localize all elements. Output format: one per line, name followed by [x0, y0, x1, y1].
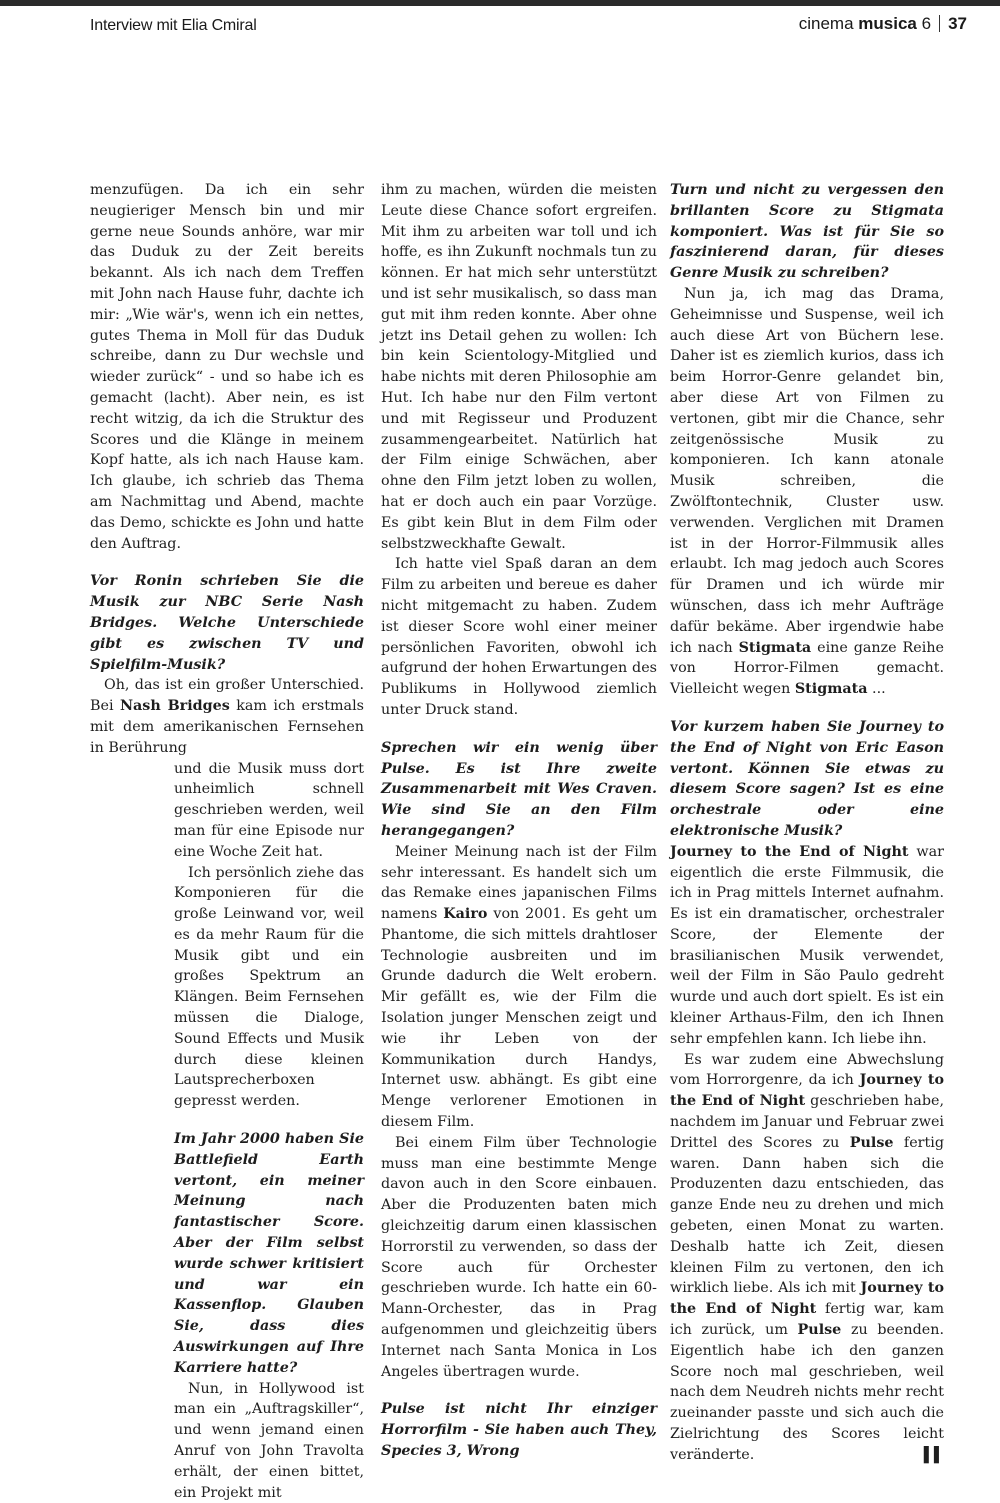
- film-title: Stigmata: [794, 681, 868, 698]
- text-column-2: [381, 180, 657, 1462]
- film-title: Journey to the End of Night: [670, 1280, 944, 1318]
- film-title: Stigmata: [871, 202, 944, 219]
- film-title: Turn: [670, 182, 708, 198]
- answer-paragraph: Journey to the End of Night war eigentlich die erste Filmmusik, die ich in Prag mittels Internet aufnahm. Es ist ein dramatischer, orchestraler Score, der Elemente der brasilianischen Musik verwendet, weil der Film in São Paulo gedreht wurde und auch dort spielt. Es ist ein kleiner Arthaus-Film, den ich Ihnen sehr empfehlen kann. Ich liebe ihn.: [670, 843, 944, 1047]
- answer-paragraph: Es war zudem eine Abwechslung vom Horrorgenre, da ich Journey to the End of Night geschrieben habe, nachdem im Januar und Februar zwei Drittel des Scores zu Pulse fertig waren. Dann haben sich die Produzenten dazu entschieden, das ganze Ende neu zu drehen und mich gebeten, einen Monat zu warten. Deshalb hatte ich Zeit, diesen kleinen Film zu vertonen, den ich wirklich liebe. Als ich mit Journey to the End of Night fertig war, kam ich zurück, um Pulse zu beenden. Eigentlich habe ich den ganzen Score noch mal geschrieben, weil nach dem Neudreh nichts mehr recht zueinander passte und sich auch die Zielrichtung des Scores leicht veränderte. ▌▌: [670, 1050, 944, 1466]
- film-title: Pulse: [797, 1322, 842, 1339]
- film-title: Stigmata: [738, 639, 812, 656]
- interview-question: Vor kurzem haben Sie Journey to the End of Night von Eric Eason vertont. Können Sie etwas zu diesem Score sagen? Ist es eine orchestrale oder eine elektronische Musik?: [670, 718, 944, 839]
- film-title: Nash Bridges: [119, 698, 230, 715]
- brand-musica: musica: [858, 14, 917, 33]
- film-title: Species 3: [381, 1443, 457, 1460]
- running-header-title: Interview mit Elia Cmiral: [90, 17, 257, 34]
- answer-paragraph: Ich persönlich ziehe das Komponieren für die große Leinwand vor, weil es da mehr Raum für die Musik gibt und ein großes Spektrum an Klängen. Beim Fernsehen müssen die Dialoge, Sound Effects und Musik durch diese kleinen Lautsprecherboxen gepresst werden.: [174, 864, 364, 1110]
- answer-paragraph: Meiner Meinung nach ist der Film sehr interessant. Es handelt sich um das Remake eines japanischen Films namens Kairo von 2001. Es geht um Phantome, die sich mittels drahtloser Technologie ausbreiten und im Grunde dadurch die Welt erobern. Mir gefällt es, wie der Film die Isolation junger Menschen zeigt und wie ihr Leben von der Kommunikation durch Handys, Internet usw. abhängt. Es gibt eine Menge verlorener Emotionen in diesem Film.: [381, 843, 657, 1131]
- answer-paragraph: Oh, das ist ein großer Unterschied. Bei Nash Bridges kam ich erstmals mit dem amerikanischen Fernsehen in Berührung: [90, 677, 364, 756]
- magazine-brand-header: [799, 14, 967, 34]
- film-title: Journey to the End of Night: [670, 843, 909, 860]
- article-end-mark: ▌▌: [923, 1446, 944, 1463]
- interview-question: Pulse ist nicht Ihr einziger Horrorfilm - Sie haben auch They, Species 3, Wrong: [381, 1401, 657, 1460]
- film-title: Pulse: [381, 1401, 425, 1418]
- answer-paragraph: Nun ja, ich mag das Drama, Geheimnisse und Suspense, weil ich auch diese Art von Büchern lese. Daher ist es ziemlich kurios, dass ich beim Horror-Genre gelandet bin, aber diese Art von Filmen zu vertonen, gibt mir die Chance, sehr zeitgenössische Musik zu komponieren. Ich kann atonale Musik schreiben, die Zwölftontechnik, Cluster usw. verwenden. Verglichen mit Dramen ist in der Horror-Filmmusik alles erlaubt. Ich mag jedoch auch Scores für Dramen und ich würde mir wünschen, dass ich mehr Aufträge dafür bekäme. Aber irgendwie habe ich nach Stigmata eine ganze Reihe von Horror-Filmen gemacht. Vielleicht wegen Stigmata ...: [670, 285, 944, 698]
- film-title: Battlefield Earth: [174, 1151, 364, 1168]
- interview-question: Vor Ronin schrieben Sie die Musik zur NBC Serie Nash Bridges. Welche Unterschiede gibt es zwischen TV und Spielfilm-Musik?: [90, 573, 364, 673]
- answer-paragraph: Nun, in Hollywood ist man ein „Auftragskiller“, und wenn jemand einen Anruf von John Travolta erhält, der einen bittet, ein Projekt mit: [174, 1380, 364, 1501]
- interview-question: Im Jahr 2000 haben Sie Battlefield Earth vertont, ein meiner Meinung nach fantastischer Score. Aber der Film selbst wurde schwer kritisiert und war ein Kassenflop. Glauben Sie, dass dies Auswirkungen auf Ihre Karriere hatte?: [174, 1131, 364, 1376]
- answer-paragraph: Bei einem Film über Technologie muss man eine bestimmte Menge davon auch in den Score einbauen. Aber die Produzenten baten mich gleichzeitig darum einen klassischen Horrorstil zu verwenden, so dass der Score auch für Orchester geschrieben wurde. Ich hatte ein 60-Mann-Orchester, das in Prag aufgenommen und gleichzeitig übers Internet nach Santa Monica in Los Angeles übertragen wurde.: [381, 1134, 657, 1380]
- answer-paragraph: und die Musik muss dort unheimlich schnell geschrieben werden, weil man für eine Episode nur eine Woche Zeit hat.: [174, 760, 364, 860]
- brand-cinema: cinema: [798, 14, 854, 33]
- answer-paragraph: ihm zu machen, würden die meisten Leute diese Chance sofort ergreifen. Mit ihm zu arbeiten war toll und ich hoffe, es ihn Zukunft nochmals tun zu können. Er hat mich sehr unterstützt und ist sehr musikalisch, so dass man gut mit ihm reden konnte. Aber ohne jetzt ins Detail gehen zu wollen: Ich bin kein Scientology-Mitglied und habe nichts mit deren Philosophie am Hut. Ich habe nur den Film vertont und mit Regisseur und Produzent zusammengearbeitet. Natürlich hat der Film einige Schwächen, aber ohne den Film jetzt loben zu wollen, hat er doch auch ein paar Vorzüge. Es gibt kein Blut in dem Film oder selbstzweckhafte Gewalt.: [381, 182, 657, 552]
- interview-question: Turn und nicht zu vergessen den brillanten Score zu Stigmata komponiert. Was ist für Sie so faszinierend daran, für dieses Genre Musik zu schreiben?: [670, 182, 944, 282]
- film-title: Journey to the End of Night: [670, 1072, 944, 1110]
- page-number: 37: [948, 14, 967, 33]
- film-title: Pulse: [381, 760, 425, 777]
- answer-paragraph: Ich hatte viel Spaß daran an dem Film zu arbeiten und bereue es daher nicht mitgemacht zu haben. Zudem ist dieser Score wohl einer meiner persönlichen Favoriten, obwohl ich aufgrund der hohen Erwartungen des Publikums in Hollywood ziemlich unter Druck stand.: [381, 556, 657, 718]
- header-divider: [939, 15, 940, 32]
- issue-number: 6: [921, 14, 932, 33]
- film-title: Pulse: [849, 1134, 894, 1151]
- film-title: Journey to the End of Night: [670, 718, 944, 756]
- text-column-1: [90, 180, 364, 1503]
- film-title: Kairo: [443, 906, 488, 923]
- text-column-3: [670, 180, 944, 1466]
- film-title: Nash Bridges: [90, 594, 364, 631]
- film-title: They: [614, 1422, 653, 1439]
- top-edge-bar: [0, 0, 1000, 6]
- answer-paragraph: menzufügen. Da ich ein sehr neugieriger Mensch bin und mir gerne neue Sounds anhöre, war mir das Duduk zu der Zeit bereits bekannt. Als ich nach dem Treffen mit John nach Hause fuhr, dachte ich mir: „Wie wär's, wenn ich ein nettes, gutes Thema in Moll für das Duduk schreibe, dann zu Dur wechsle und wieder zurück“ - und so habe ich es gemacht (lacht). Aber nein, es ist recht witzig, da ich die Struktur des Scores und die Klänge in meinem Kopf hatte, als ich nach Hause kam. Ich glaube, ich schrieb das Thema am Nachmittag und Abend, machte das Demo, schickte es John und hatte den Auftrag.: [90, 182, 364, 552]
- interview-question: Sprechen wir ein wenig über Pulse. Es ist Ihre zweite Zusammenarbeit mit Wes Craven. Wie sind Sie an den Film herangegangen?: [381, 739, 657, 839]
